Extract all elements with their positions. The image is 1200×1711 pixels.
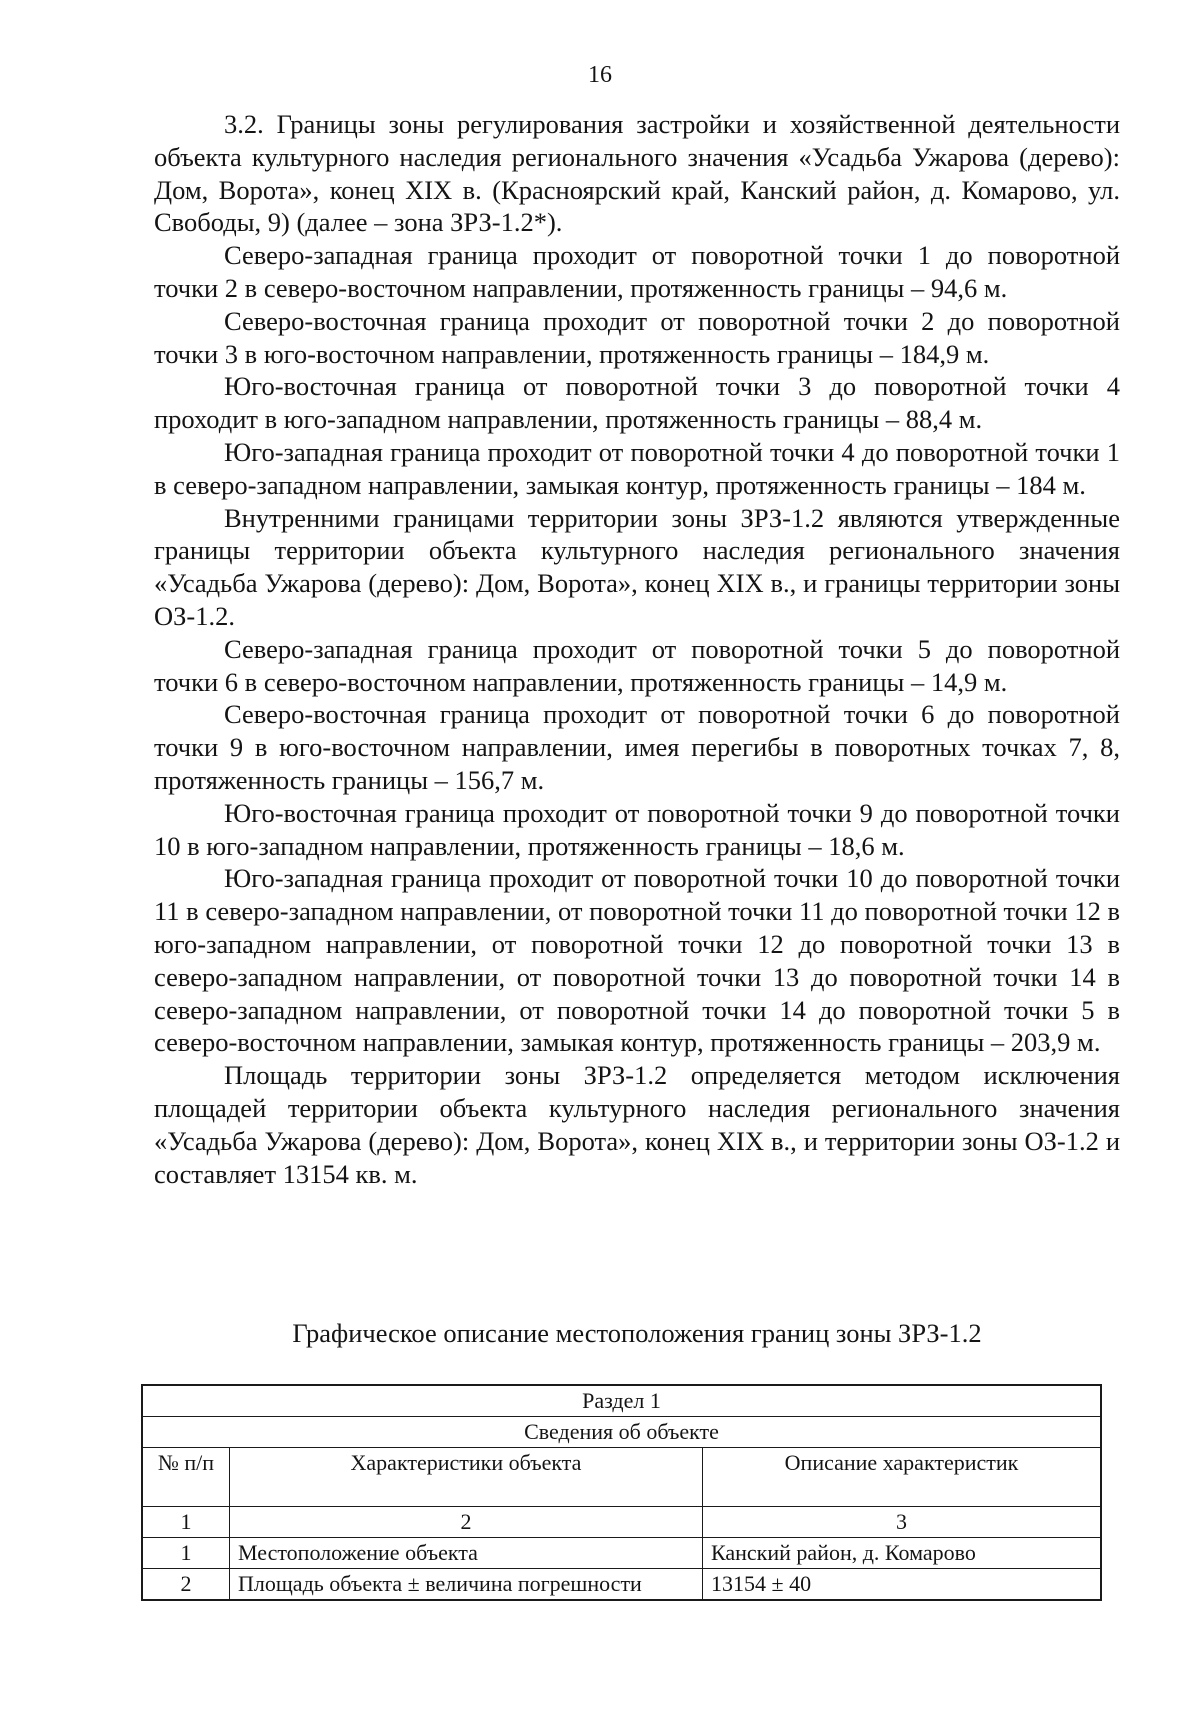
row-characteristic: Площадь объекта ± величина погрешности (230, 1569, 703, 1601)
row-characteristic: Местоположение объекта (230, 1538, 703, 1569)
table-section-title: Раздел 1 (142, 1385, 1101, 1417)
row-number: 2 (142, 1569, 230, 1601)
page-number: 16 (588, 62, 612, 88)
paragraph-inner-boundaries: Внутренними границами территории зоны ЗРЗ-1.2 являются утвержденные границы территории объекта культурного наследия регионального значения «Усадьба Ужарова (дерево): Дом, Ворота», конец XIX в., и границы территории зоны ОЗ-1.2. (154, 502, 1120, 631)
row-description: 13154 ± 40 (703, 1569, 1102, 1601)
paragraph-section-3-2: 3.2. Границы зоны регулирования застройки и хозяйственной деятельности объекта культурного наследия регионального значения «Усадьба Ужарова (дерево): Дом, Ворота», конец XIX в. (Красноярский край, Канский район, д. Комарово, ул. Свободы, 9) (далее – зона ЗРЗ-1.2*). (154, 109, 1120, 238)
paragraph-boundary-sw-1: Юго-западная граница проходит от поворотной точки 4 до поворотной точки 1 в северо-западном направлении, замыкая контур, протяженность границы – 184 м. (154, 436, 1120, 500)
table-caption: Графическое описание местоположения границ зоны ЗРЗ-1.2 (292, 1318, 982, 1348)
table-subsection-row (142, 1417, 1101, 1448)
paragraph-boundary-sw-2: Юго-западная граница проходит от поворотной точки 10 до поворотной точки 11 в северо-западном направлении, от поворотной точки 11 до поворотной точки 12 в юго-западном направлении, от поворотной точки 12 до поворотной точки 13 в северо-западном направлении, от поворотной точки 13 до поворотной точки 14 в северо-западном направлении, от поворотной точки 14 до поворотной точки 5 в северо-восточном направлении, замыкая контур, протяженность границы – 203,9 м. (154, 863, 1120, 1058)
row-number: 1 (142, 1538, 230, 1569)
table-section-row (142, 1385, 1101, 1417)
table-column-numbers-row (142, 1507, 1101, 1538)
paragraph-boundary-se-2: Юго-восточная граница проходит от поворотной точки 9 до поворотной точки 10 в юго-западном направлении, протяженность границы – 18,6 м. (154, 797, 1120, 861)
paragraph-boundary-nw-1: Северо-западная граница проходит от поворотной точки 1 до поворотной точки 2 в северо-восточном направлении, протяженность границы – 94,6 м. (154, 240, 1120, 303)
table-subsection-title: Сведения об объекте (142, 1417, 1101, 1448)
row-description: Канский район, д. Комарово (703, 1538, 1102, 1569)
object-info-table (141, 1384, 1102, 1601)
column-number-3: 3 (703, 1507, 1102, 1538)
paragraph-boundary-ne-1: Северо-восточная граница проходит от поворотной точки 2 до поворотной точки 3 в юго-восточном направлении, протяженность границы – 184,9 м. (154, 305, 1120, 369)
header-characteristics: Характеристики объекта (230, 1448, 703, 1507)
paragraph-area: Площадь территории зоны ЗРЗ-1.2 определяется методом исключения площадей территории объекта культурного наследия регионального значения «Усадьба Ужарова (дерево): Дом, Ворота», конец XIX в., и территории зоны ОЗ-1.2 и составляет 13154 кв. м. (154, 1060, 1120, 1189)
table-header-row (142, 1448, 1101, 1507)
header-number: № п/п (142, 1448, 230, 1507)
header-description: Описание характеристик (703, 1448, 1102, 1507)
paragraph-boundary-se-1: Юго-восточная граница от поворотной точки 3 до поворотной точки 4 проходит в юго-западном направлении, протяженность границы – 88,4 м. (154, 371, 1120, 435)
paragraph-boundary-nw-2: Северо-западная граница проходит от поворотной точки 5 до поворотной точки 6 в северо-восточном направлении, протяженность границы – 14,9 м. (154, 633, 1120, 697)
column-number-2: 2 (230, 1507, 703, 1538)
table-row (142, 1538, 1101, 1569)
table-row (142, 1569, 1101, 1601)
document-body (154, 108, 1120, 1190)
paragraph-boundary-ne-2: Северо-восточная граница проходит от поворотной точки 6 до поворотной точки 9 в юго-восточном направлении, имея перегибы в поворотных точках 7, 8, протяженность границы – 156,7 м. (154, 699, 1120, 795)
column-number-1: 1 (142, 1507, 230, 1538)
